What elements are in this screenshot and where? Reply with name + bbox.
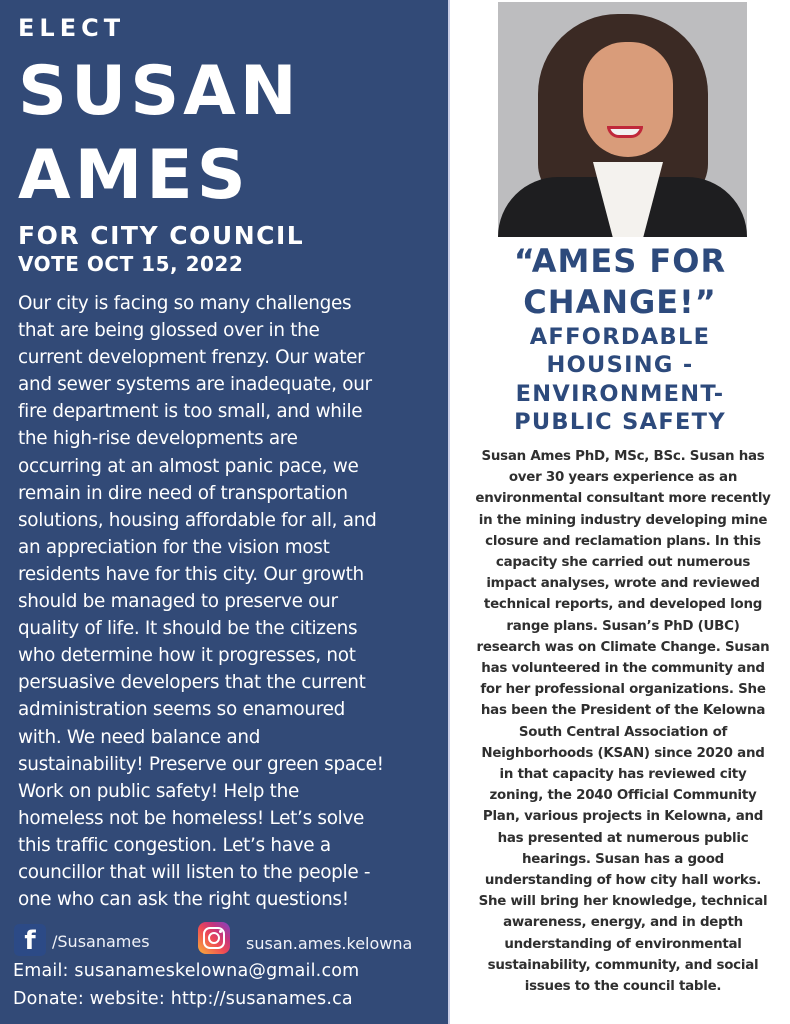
platform-line: with. We need balance and — [18, 726, 261, 748]
issue-affordable: AFFORDABLE — [529, 324, 711, 350]
bio-line: hearings. Susan has a good — [521, 851, 725, 867]
platform-line: Our city is facing so many challenges — [18, 293, 352, 314]
bio-line: in that capacity has reviewed city — [499, 767, 747, 783]
vote-date: VOTE OCT 15, 2022 — [18, 252, 244, 276]
bio-line: understanding of how city hall works. — [484, 873, 762, 889]
platform-line: one who can ask the right questions! — [18, 889, 349, 911]
bio-line: environmental consultant more recently — [475, 491, 771, 507]
bio-line: South Central Association of — [518, 724, 728, 740]
donate-link[interactable]: Donate: website: http://susanames.ca — [13, 989, 353, 1009]
platform-line: persuasive developers that the current — [18, 672, 366, 694]
elect-heading: ELECT — [18, 14, 126, 42]
bio-line: sustainability, community, and social — [487, 957, 759, 973]
platform-line: councillor that will listen to the people - — [18, 861, 371, 883]
platform-line: occurring at an almost panic pace, we — [18, 455, 359, 477]
platform-line: and sewer systems are inadequate, our — [18, 374, 372, 396]
bio-line: in the mining industry developing mine — [478, 512, 768, 528]
bio-line: capacity she carried out numerous — [495, 555, 751, 571]
issue-public-safety: PUBLIC SAFETY — [514, 409, 726, 435]
candidate-bio — [458, 446, 788, 997]
slogan-line-1: “AMES FOR — [513, 242, 727, 280]
bio-line: technical reports, and developed long — [483, 597, 763, 613]
bio-line: for her professional organizations. She — [480, 682, 766, 698]
bio-line: impact analyses, wrote and reviewed — [486, 576, 760, 592]
platform-line: the high-rise developments are — [18, 428, 298, 450]
platform-line: an appreciation for the vision most — [18, 536, 330, 558]
facebook-handle[interactable]: /Susanames — [52, 932, 150, 951]
bio-line: has presented at numerous public — [497, 830, 749, 846]
bio-line: zoning, the 2040 Official Community — [489, 788, 757, 804]
facebook-icon[interactable]: f — [14, 924, 46, 956]
issue-housing: HOUSING - — [546, 352, 694, 378]
platform-statement — [18, 290, 438, 913]
candidate-last-name: AMES — [18, 136, 250, 215]
platform-line: administration seems so enamoured — [18, 699, 345, 721]
platform-line: quality of life. It should be the citizens — [18, 618, 358, 640]
instagram-icon-lens — [208, 932, 220, 944]
instagram-icon[interactable] — [198, 922, 230, 954]
platform-line: solutions, housing affordable for all, and — [18, 509, 377, 531]
slogan-line-2: CHANGE!” — [523, 283, 717, 321]
platform-line: current development frenzy. Our water — [18, 347, 365, 369]
platform-line: should be managed to preserve our — [18, 591, 338, 613]
platform-line: who determine how it progresses, not — [18, 645, 356, 667]
platform-line: homeless not be homeless! Let’s solve — [18, 807, 365, 829]
platform-line: fire department is too small, and while — [18, 401, 363, 423]
bio-line: Neighborhoods (KSAN) since 2020 and — [481, 745, 765, 761]
bio-line: research was on Climate Change. Susan — [476, 639, 770, 655]
platform-line: residents have for this city. Our growth — [18, 563, 364, 585]
bio-line: closure and reclamation plans. In this — [485, 533, 761, 549]
bio-line: She will bring her knowledge, technical — [478, 894, 768, 910]
bio-line: awareness, energy, and in depth — [503, 915, 743, 931]
bio-line: has volunteered in the community and — [481, 661, 765, 677]
candidate-first-name: SUSAN — [18, 52, 301, 131]
email-contact[interactable]: Email: susanameskelowna@gmail.com — [13, 961, 360, 981]
office-heading: FOR CITY COUNCIL — [18, 221, 305, 250]
bio-line: Plan, various projects in Kelowna, and — [482, 809, 764, 825]
platform-line: Work on public safety! Help the — [18, 780, 299, 802]
platform-line: sustainability! Preserve our green space! — [18, 753, 384, 775]
bio-line: has been the President of the Kelowna — [480, 703, 766, 719]
bio-line: understanding of environmental — [504, 936, 742, 952]
platform-line: this traffic congestion. Let’s have a — [18, 834, 331, 856]
panel-edge-divider — [448, 0, 450, 1024]
platform-line: remain in dire need of transportation — [18, 482, 348, 504]
bio-line: issues to the council table. — [524, 979, 722, 995]
bio-line: over 30 years experience as an — [508, 470, 738, 486]
issue-environment: ENVIRONMENT- — [515, 381, 725, 407]
bio-line: range plans. Susan’s PhD (UBC) — [506, 618, 740, 634]
platform-line: that are being glossed over in the — [18, 320, 320, 342]
photo-face — [583, 42, 673, 157]
instagram-handle[interactable]: susan.ames.kelowna — [246, 934, 413, 953]
social-links — [14, 924, 434, 958]
instagram-icon-dot — [219, 930, 222, 933]
candidate-photo — [498, 2, 747, 237]
bio-line: Susan Ames PhD, MSc, BSc. Susan has — [481, 449, 765, 464]
